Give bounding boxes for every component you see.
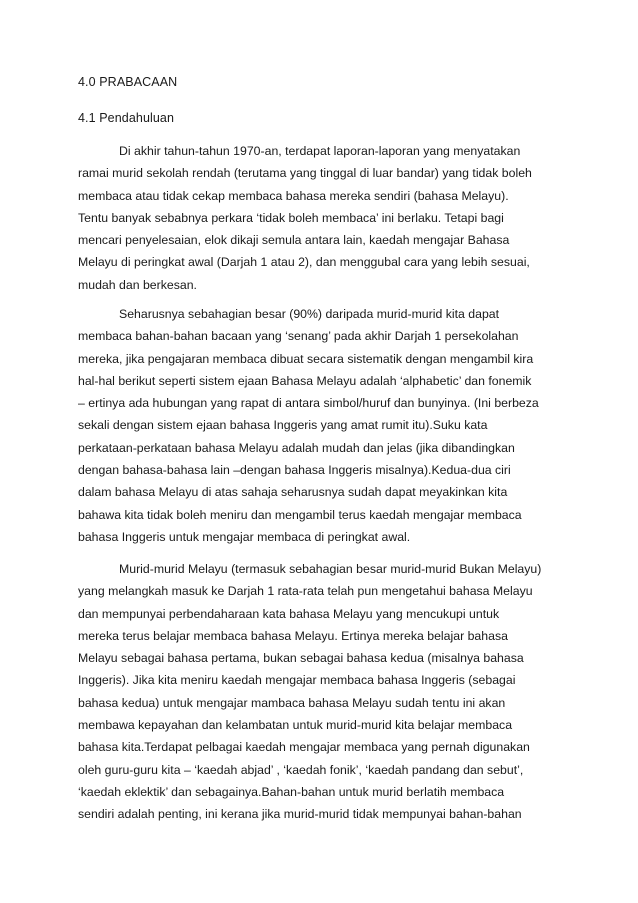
- paragraph-line: dan mempunyai perbendaharaan kata bahasa Melayu yang mencukupi untuk: [78, 606, 500, 621]
- paragraph-line: membaca bahan-bahan bacaan yang ‘senang’ pada akhir Darjah 1 persekolahan: [78, 329, 519, 344]
- paragraph-line: Murid-murid Melayu (termasuk sebahagian besar murid-murid Bukan Melayu): [119, 562, 542, 576]
- paragraph-line: yang melangkah masuk ke Darjah 1 rata-rata telah pun mengetahui bahasa Melayu: [78, 584, 533, 599]
- paragraph-line: mudah dan berkesan.: [78, 277, 197, 292]
- paragraph-line: Melayu sebagai bahasa pertama, bukan sebagai bahasa kedua (misalnya bahasa: [78, 651, 524, 666]
- paragraph-line: bahasa Inggeris untuk mengajar membaca di peringkat awal.: [78, 529, 411, 544]
- paragraph-line: sekali dengan sistem ejaan bahasa Inggeris yang amat rumit itu).Suku kata: [78, 418, 488, 433]
- paragraph-2: [78, 303, 564, 548]
- paragraph-line: bahasa kedua) untuk mengajar mambaca bahasa Melayu sudah tentu ini akan: [78, 695, 506, 710]
- subsection-title: 4.1 Pendahuluan: [78, 111, 175, 125]
- section-title: 4.0 PRABACAAN: [78, 75, 178, 89]
- paragraph-line: Tentu banyak sebabnya perkara ‘tidak boleh membaca’ ini berlaku. Tetapi bagi: [78, 210, 504, 225]
- paragraph-line: Melayu di peringkat awal (Darjah 1 atau 2), dan menggubal cara yang lebih sesuai,: [78, 255, 530, 270]
- paragraph-3: [78, 558, 564, 826]
- paragraph-line: dalam bahasa Melayu di atas sahaja seharusnya sudah dapat meyakinkan kita: [78, 485, 508, 500]
- paragraph-line: membaca atau tidak cekap membaca bahasa mereka sendiri (bahasa Melayu).: [78, 188, 509, 203]
- paragraph-line: mereka, jika pengajaran membaca dibuat secara sistematik dengan mengambil kira: [78, 351, 534, 366]
- paragraph-line: ramai murid sekolah rendah (terutama yang tinggal di luar bandar) yang tidak boleh: [78, 166, 532, 181]
- paragraph-line: – ertinya ada hubungan yang rapat di antara simbol/huruf dan bunyinya. (Ini berbeza: [78, 396, 539, 411]
- paragraph-line: bahawa kita tidak boleh meniru dan mengambil terus kaedah mengajar membaca: [78, 507, 522, 522]
- paragraph-line: Seharusnya sebahagian besar (90%) daripada murid-murid kita dapat: [119, 307, 500, 321]
- paragraph-line: mencari penyelesaian, elok dikaji semula antara lain, kaedah mengajar Bahasa: [78, 233, 510, 248]
- paragraph-line: membawa kepayahan dan kelambatan untuk murid-murid kita belajar membaca: [78, 718, 513, 733]
- paragraph-line: sendiri adalah penting, ini kerana jika murid-murid tidak mempunyai bahan-bahan: [78, 807, 522, 822]
- paragraph-line: mereka terus belajar membaca bahasa Melayu. Ertinya mereka belajar bahasa: [78, 628, 508, 643]
- paragraph-line: oleh guru-guru kita – ‘kaedah abjad’ , ‘kaedah fonik’, ‘kaedah pandang dan sebut’,: [78, 762, 524, 777]
- paragraph-line: ‘kaedah eklektik’ dan sebagainya.Bahan-bahan untuk murid berlatih membaca: [78, 784, 505, 799]
- paragraph-line: hal-hal berikut seperti sistem ejaan Bahasa Melayu adalah ‘alphabetic’ dan fonemik: [78, 373, 532, 388]
- paragraph-line: dengan bahasa-bahasa lain –dengan bahasa Inggeris misalnya).Kedua-dua ciri: [78, 463, 511, 478]
- paragraph-line: bahasa kita.Terdapat pelbagai kaedah mengajar membaca yang pernah digunakan: [78, 740, 530, 755]
- paragraph-line: Di akhir tahun-tahun 1970-an, terdapat laporan-laporan yang menyatakan: [119, 144, 521, 158]
- paragraph-1: [78, 140, 564, 296]
- paragraph-line: perkataan-perkataan bahasa Melayu adalah mudah dan jelas (jika dibandingkan: [78, 440, 515, 455]
- paragraph-line: Inggeris). Jika kita meniru kaedah mengajar membaca bahasa Inggeris (sebagai: [78, 673, 516, 688]
